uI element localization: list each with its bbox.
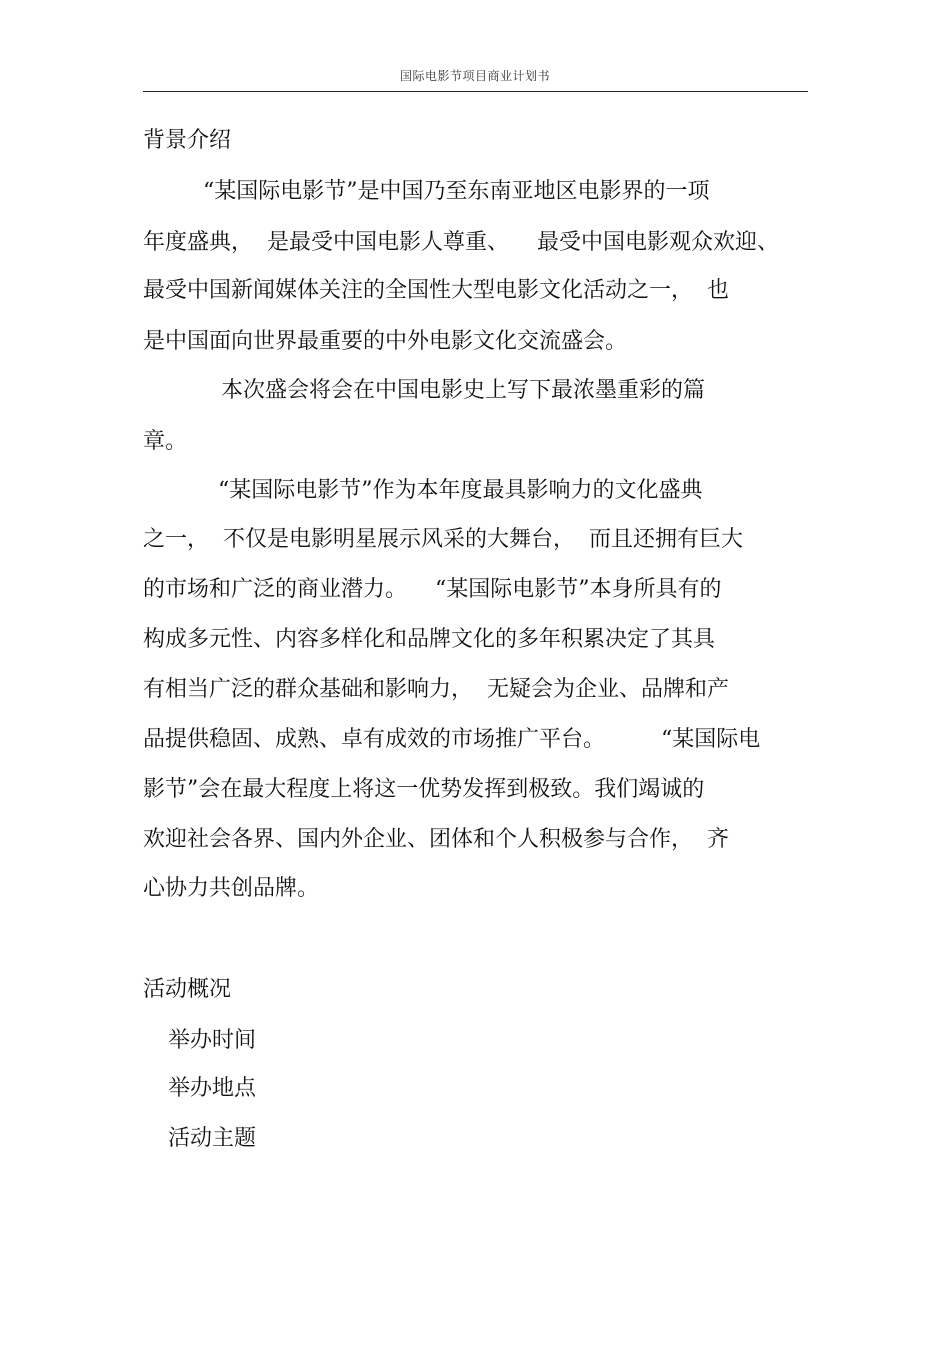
overview-item: 活动主题	[168, 1126, 257, 1151]
paragraph-line: 最受中国新闻媒体关注的全国性大型电影文化活动之一， 也	[143, 278, 729, 303]
paragraph-line: “某国际电影节”是中国乃至东南亚地区电影界的一项	[203, 179, 710, 204]
paragraph-line: 章。	[143, 429, 188, 454]
paragraph-line: “某国际电影节”作为本年度最具影响力的文化盛典	[218, 478, 703, 503]
paragraph-line: 影节”会在最大程度上将这一优势发挥到极致。我们竭诚的	[143, 777, 705, 802]
paragraph-line: 有相当广泛的群众基础和影响力， 无疑会为企业、品牌和产	[143, 677, 729, 702]
paragraph-line: 本次盛会将会在中国电影史上写下最浓墨重彩的篇	[221, 378, 706, 403]
paragraph-line: 欢迎社会各界、国内外企业、团体和个人积极参与合作， 齐	[143, 827, 729, 852]
paragraph-line: 之一， 不仅是电影明星展示风采的大舞台， 而且还拥有巨大	[143, 527, 743, 552]
header-divider	[143, 91, 808, 92]
overview-item: 举办时间	[168, 1028, 257, 1053]
paragraph-line: 的市场和广泛的商业潜力。 “某国际电影节”本身所具有的	[143, 577, 722, 602]
page-header-title: 国际电影节项目商业计划书	[399, 69, 550, 83]
overview-item: 举办地点	[168, 1076, 257, 1101]
paragraph-line: 是中国面向世界最重要的中外电影文化交流盛会。	[143, 329, 628, 354]
section-heading-background: 背景介绍	[143, 128, 232, 153]
section-heading-overview: 活动概况	[143, 977, 232, 1002]
paragraph-line: 品提供稳固、成熟、卓有成效的市场推广平台。 “某国际电	[143, 727, 761, 752]
paragraph-line: 心协力共创品牌。	[143, 876, 320, 901]
paragraph-line: 年度盛典， 是最受中国电影人尊重、 最受中国电影观众欢迎、	[143, 230, 779, 255]
paragraph-line: 构成多元性、内容多样化和品牌文化的多年积累决定了其具	[143, 627, 716, 652]
